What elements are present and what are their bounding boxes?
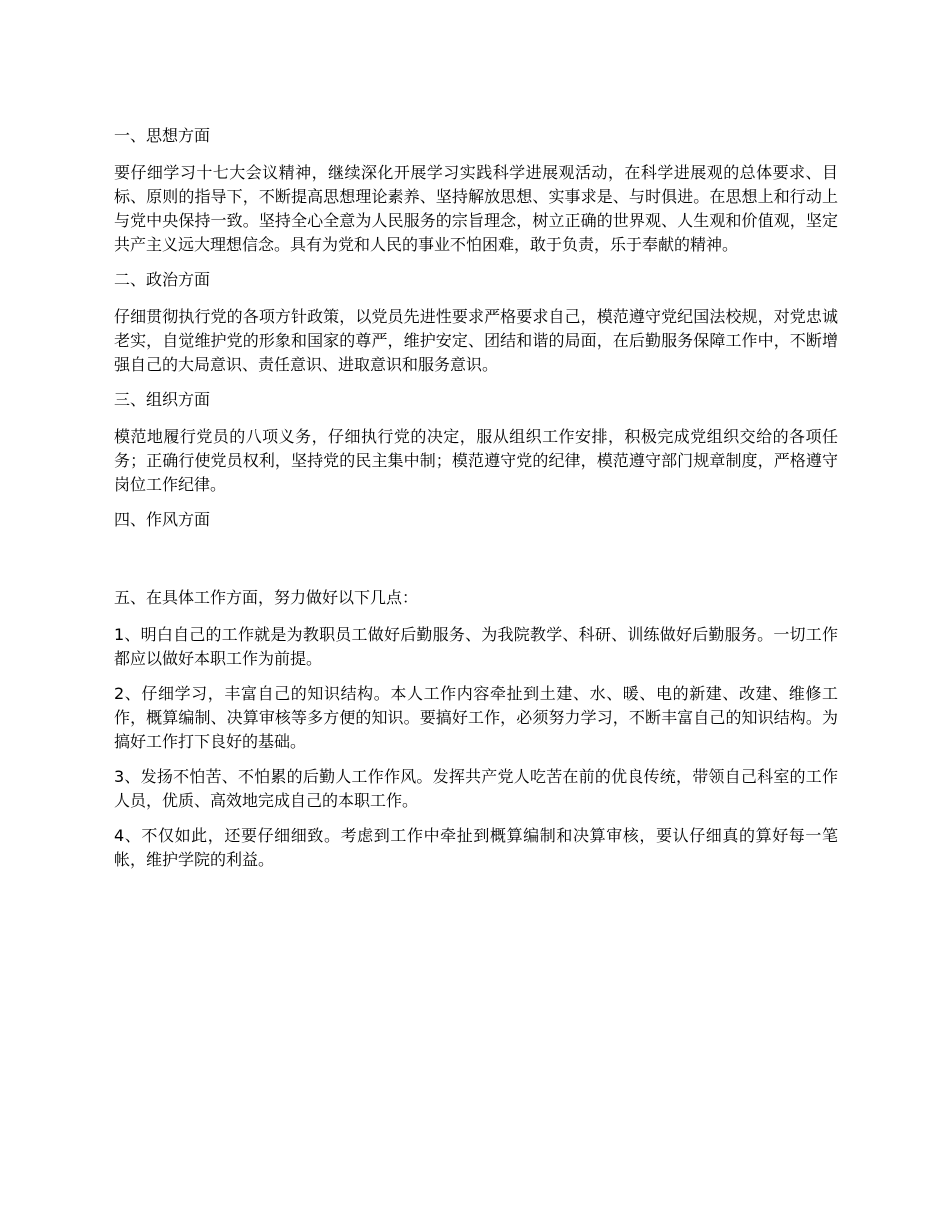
list-item: 3、发扬不怕苦、不怕累的后勤人工作作风。发挥共产党人吃苦在前的优良传统，带领自己科室的工作人员，优质、高效地完成自己的本职工作。 <box>114 767 838 810</box>
document-page <box>114 124 838 883</box>
section-heading-organization: 三、组织方面 <box>114 390 211 409</box>
paragraph-thought: 要仔细学习十七大会议精神，继续深化开展学习实践科学进展观活动，在科学进展观的总体要求、目标、原则的指导下，不断提高思想理论素养、坚持解放思想、实事求是、与时俱进。在思想上和行动上与党中央保持一致。坚持全心全意为人民服务的宗旨理念，树立正确的世界观、人生观和价值观，坚定共产主义远大理想信念。具有为党和人民的事业不怕困难，敢于负责，乐于奉献的精神。 <box>114 163 838 254</box>
section-heading-style: 四、作风方面 <box>114 510 211 529</box>
list-item: 2、仔细学习，丰富自己的知识结构。本人工作内容牵扯到土建、水、暖、电的新建、改建、维修工作，概算编制、决算审核等多方便的知识。要搞好工作，必须努力学习，不断丰富自己的知识结构。为搞好工作打下良好的基础。 <box>114 684 838 751</box>
list-item: 4、不仅如此，还要仔细细致。考虑到工作中牵扯到概算编制和决算审核，要认仔细真的算好每一笔帐，维护学院的利益。 <box>114 826 838 869</box>
list-item: 1、明白自己的工作就是为教职员工做好后勤服务、为我院教学、科研、训练做好后勤服务。一切工作都应以做好本职工作为前提。 <box>114 625 838 668</box>
section-heading-thought: 一、思想方面 <box>114 126 211 145</box>
paragraph-politics: 仔细贯彻执行党的各项方针政策，以党员先进性要求严格要求自己，模范遵守党纪国法校规，对党忠诚老实，自觉维护党的形象和国家的尊严，维护安定、团结和谐的局面，在后勤服务保障工作中，不断增强自己的大局意识、责任意识、进取意识和服务意识。 <box>114 307 838 374</box>
section-heading-specific-work: 五、在具体工作方面，努力做好以下几点： <box>114 588 419 607</box>
section-heading-politics: 二、政治方面 <box>114 270 211 289</box>
paragraph-organization: 模范地履行党员的八项义务，仔细执行党的决定，服从组织工作安排，积极完成党组织交给的各项任务；正确行使党员权利，坚持党的民主集中制；模范遵守党的纪律，模范遵守部门规章制度，严格遵守岗位工作纪律。 <box>114 427 838 494</box>
